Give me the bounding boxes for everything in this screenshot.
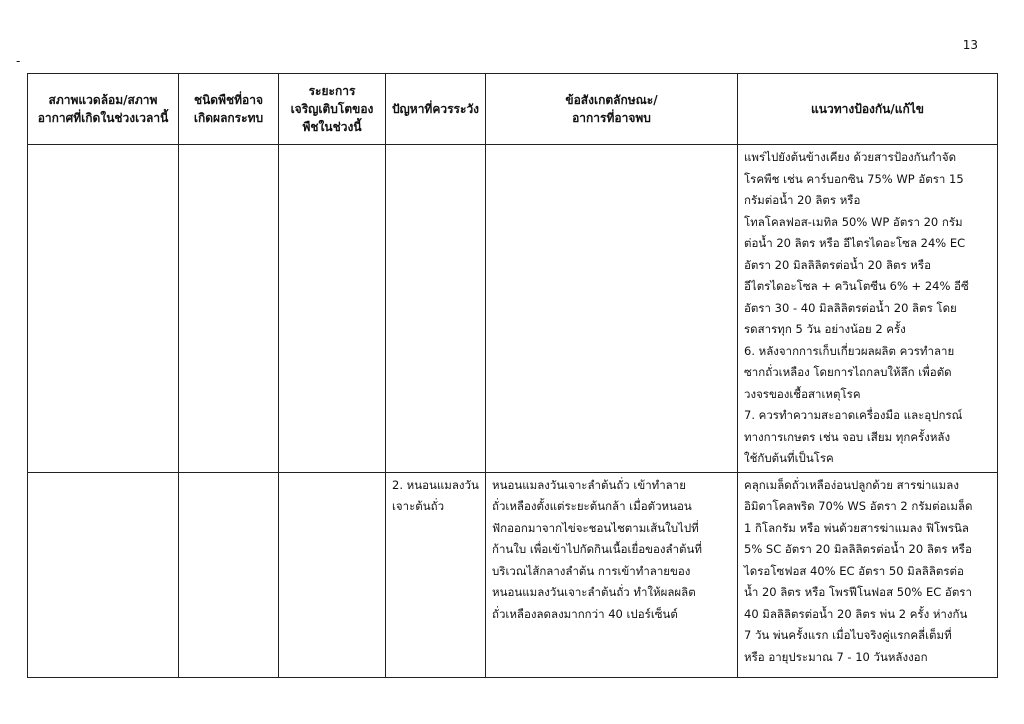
text-line: 1 กิโลกรัม หรือ พ่นด้วยสารฆ่าแมลง ฟิโพรนิล: [744, 520, 969, 535]
header-line: เจริญเติบโตของ: [290, 102, 374, 116]
text-line: ซากถั่วเหลือง โดยการไถกลบให้ลึก เพื่อตัด: [744, 365, 952, 379]
text-line: ทางการเกษตร เช่น จอบ เสียม ทุกครั้งหลัง: [744, 429, 951, 444]
header-crop-type: [179, 74, 279, 145]
text-line: คลุกเมล็ดถั่วเหลือง่อนปลูกด้วย สารฆ่าแมลง: [744, 477, 959, 492]
text-line: อัตรา 20 มิลลิลิตรต่อน้ำ 20 ลิตร หรือ: [744, 257, 931, 272]
header-line: ข้อสังเกตลักษณะ/: [565, 93, 658, 107]
text-line: บริเวณไส้กลางลำต้น การเข้าทำลายของ: [492, 563, 691, 578]
cell-environment: [28, 145, 179, 473]
text-line: 2. หนอนแมลงวัน: [392, 477, 479, 492]
table-row: [28, 145, 998, 473]
text-line: หนอนแมลงวันเจาะลำต้นถั่ว ทำให้ผลผลิต: [492, 585, 696, 599]
text-line: 7. ควรทำความสะอาดเครื่องมือ และอุปกรณ์: [744, 408, 963, 422]
text-line: ก้านใบ เพื่อเข้าไปกัดกินเนื้อเยื่อของลำต้นที่: [492, 542, 702, 556]
header-row: [28, 74, 998, 145]
header-line: อากาศที่เกิดในช่วงเวลานี้: [37, 111, 169, 125]
text-line: น้ำ 20 ลิตร หรือ โพรฟีโนฟอส 50% EC อัตรา: [744, 585, 972, 599]
table-row: [28, 472, 998, 677]
text-line: ถั่วเหลืองลดลงมากกว่า 40 เปอร์เซ็นต์: [492, 606, 678, 621]
text-line: ฟักออกมาจากไข่จะชอนไชตามเส้นใบไปที่: [492, 520, 699, 535]
text-line: วงจรของเชื้อสาเหตุโรค: [744, 386, 861, 401]
text-line: แพร่ไปยังต้นข้างเคียง ด้วยสารป้องกันกำจัด: [744, 150, 957, 164]
text-line: โรคพืช เช่น คาร์บอกซิน 75% WP อัตรา 15: [744, 171, 964, 186]
text-line: ใช้กับต้นที่เป็นโรค: [744, 451, 834, 465]
cell-symptoms: [486, 145, 738, 473]
text-line: ต่อน้ำ 20 ลิตร หรือ อีไตรไดอะโซล 24% EC: [744, 236, 966, 250]
text-line: หรือ อายุประมาณ 7 - 10 วันหลังงอก: [744, 649, 928, 664]
text-line: รดสารทุก 5 วัน อย่างน้อย 2 ครั้ง: [744, 322, 906, 336]
cell-environment: [28, 472, 179, 677]
cell-prevention: [738, 145, 998, 473]
text-line: อัตรา 30 - 40 มิลลิลิตรต่อน้ำ 20 ลิตร โดย: [744, 300, 957, 315]
header-line: ชนิดพืชที่อาจ: [193, 93, 264, 107]
header-environment: [28, 74, 179, 145]
text-line: กรัมต่อน้ำ 20 ลิตร หรือ: [744, 193, 861, 207]
cell-crop-type: [179, 145, 279, 473]
header-line: ปัญหาที่ควรระวัง: [391, 102, 480, 116]
header-line: พืชในช่วงนี้: [302, 120, 362, 134]
page-number: 13: [962, 38, 978, 52]
text-line: โทลโคลฟอส-เมทิล 50% WP อัตรา 20 กรัม: [744, 214, 963, 229]
header-problems: [386, 74, 486, 145]
cell-symptoms: [486, 472, 738, 677]
text-line: 40 มิลลิลิตรต่อน้ำ 20 ลิตร พ่น 2 ครั้ง ห่างกัน: [744, 606, 968, 621]
text-line: 7 วัน พ่นครั้งแรก เมื่อไบจริงคู่แรกคลี่เต็มที่: [744, 628, 952, 642]
text-line: เจาะต้นถั่ว: [392, 499, 445, 513]
header-line: เกิดผลกระทบ: [193, 111, 264, 125]
text-line: 5% SC อัตรา 20 มิลลิลิตรต่อน้ำ 20 ลิตร หรือ: [744, 542, 972, 556]
cell-problems: [386, 145, 486, 473]
header-symptoms: [486, 74, 738, 145]
header-line: ระยะการ: [308, 84, 356, 98]
text-line: อีไตรไดอะโซล + ควินโตซีน 6% + 24% อีซี: [744, 279, 969, 293]
text-line: อิมิดาโคลพริด 70% WS อัตรา 2 กรัมต่อเมล็ด: [744, 499, 973, 513]
header-line: แนวทางป้องกัน/แก้ไข: [811, 102, 924, 116]
margin-mark: -: [16, 54, 21, 68]
cell-growth-stage: [279, 472, 386, 677]
text-line: 6. หลังจากการเก็บเกี่ยวผลผลิต ควรทำลาย: [744, 343, 955, 358]
text-line: ไดรอโซฟอส 40% EC อัตรา 50 มิลลิลิตรต่อ: [744, 563, 964, 578]
header-growth-stage: [279, 74, 386, 145]
header-prevention: [738, 74, 998, 145]
cell-crop-type: [179, 472, 279, 677]
text-line: หนอนแมลงวันเจาะลำต้นถั่ว เข้าทำลาย: [492, 477, 686, 492]
cell-growth-stage: [279, 145, 386, 473]
cell-prevention: [738, 472, 998, 677]
pest-management-table: [27, 73, 998, 678]
cell-problems: [386, 472, 486, 677]
header-line: อาการที่อาจพบ: [572, 111, 651, 125]
header-line: สภาพแวดล้อม/สภาพ: [48, 93, 158, 107]
text-line: ถั่วเหลืองตั้งแต่ระยะต้นกล้า เมื่อตัวหนอน: [492, 499, 692, 513]
